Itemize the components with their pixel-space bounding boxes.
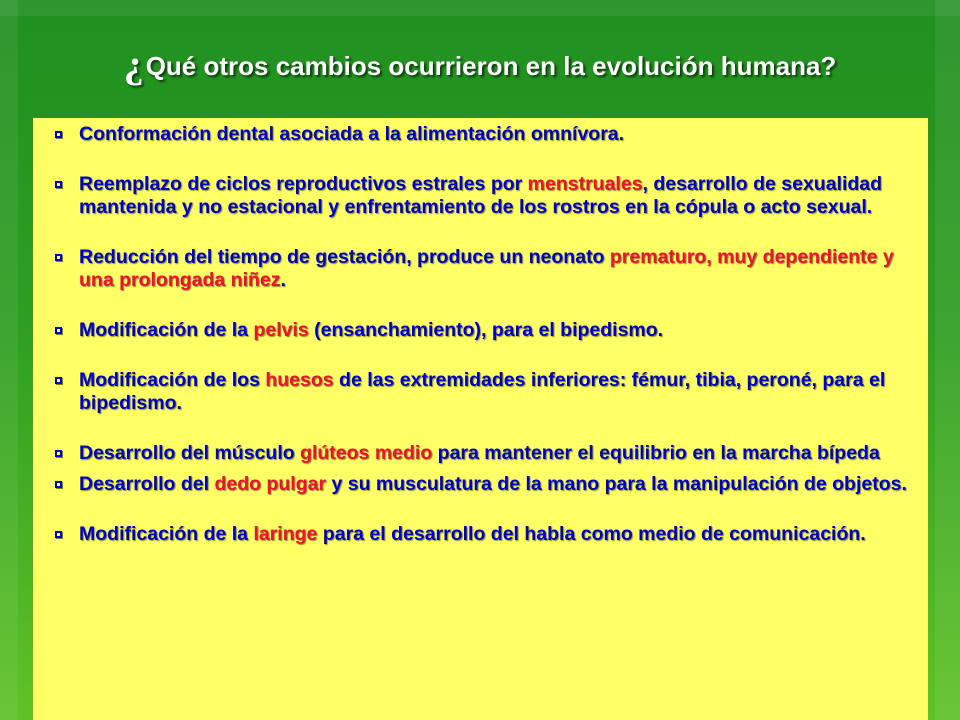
square-bullet-icon [55, 481, 62, 488]
list-item [43, 123, 910, 146]
square-bullet-icon [55, 377, 62, 384]
background-decoration [935, 0, 960, 720]
highlighted-term: menstruales [527, 173, 643, 195]
list-item [43, 246, 910, 292]
square-bullet-icon [55, 131, 62, 138]
list-item [43, 442, 910, 465]
item-text: de las extremidades inferiores: fémur, tibia, peroné, para el bipedismo. [79, 369, 886, 414]
list-item [43, 473, 910, 496]
item-text: para el desarrollo del habla como medio de comunicación. [317, 523, 866, 545]
background-decoration [0, 0, 18, 720]
highlighted-term: pelvis [253, 319, 309, 341]
slide-title [0, 40, 960, 87]
square-bullet-icon [55, 181, 62, 188]
title-question-mark: ¿ [123, 41, 144, 86]
background-decoration [0, 0, 960, 16]
item-text: (ensanchamiento), para el bipedismo. [308, 319, 664, 341]
square-bullet-icon [55, 254, 62, 261]
bullet-list [43, 123, 910, 546]
item-text: Reducción del tiempo de gestación, produce un neonato [79, 246, 610, 268]
list-item [43, 319, 910, 342]
item-text: Modificación de la [79, 523, 254, 545]
highlighted-term: laringe [253, 523, 318, 545]
square-bullet-icon [55, 327, 62, 334]
item-text: Desarrollo del [79, 473, 215, 495]
item-text: Reemplazo de ciclos reproductivos estrales por [79, 173, 528, 195]
list-item [43, 173, 910, 219]
title-text: Qué otros cambios ocurrieron en la evolución humana? [145, 51, 837, 81]
item-text: , desarrollo de sexualidad mantenida y no estacional y enfrentamiento de los rostros en la cópula o acto sexual. [79, 173, 883, 218]
item-text: . [280, 269, 286, 291]
highlighted-term: glúteos medio [300, 442, 433, 464]
highlighted-term: dedo pulgar [214, 473, 327, 495]
item-text: Modificación de la [79, 319, 254, 341]
highlighted-term: huesos [265, 369, 334, 391]
item-text: Desarrollo del músculo [79, 442, 301, 464]
list-item [43, 523, 910, 546]
list-item [43, 369, 910, 415]
item-text: y su musculatura de la mano para la manipulación de objetos. [326, 473, 907, 495]
square-bullet-icon [55, 450, 62, 457]
item-text: para mantener el equilibrio en la marcha bípeda [432, 442, 880, 464]
item-text: Conformación dental asociada a la alimentación omnívora. [79, 123, 625, 145]
highlighted-term: prematuro, muy dependiente y una prolongada niñez [79, 246, 894, 291]
item-text: Modificación de los [79, 369, 266, 391]
square-bullet-icon [55, 531, 62, 538]
content-panel [33, 118, 928, 720]
